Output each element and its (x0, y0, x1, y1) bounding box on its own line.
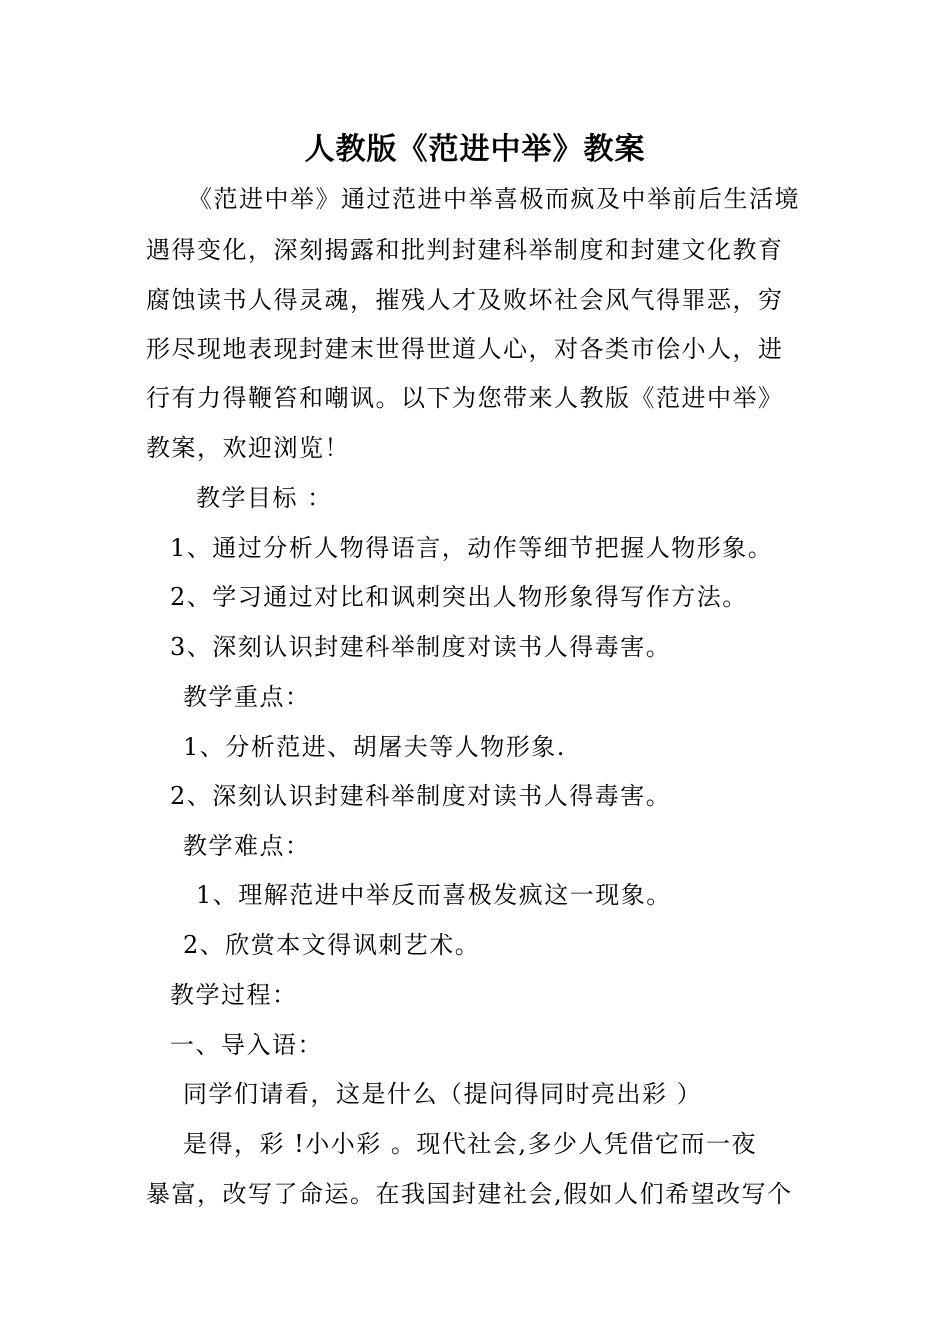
goal-item-1: 1、通过分析人物得语言，动作等细节把握人物形象。 (170, 534, 774, 562)
intro-line-1: 《范进中举》通过范进中举喜极而疯及中举前后生活境 (188, 185, 800, 213)
step1-line-1: 同学们请看，这是什么（提问得同时亮出彩 ） (183, 1080, 703, 1108)
difficulty-item-2: 2、欣赏本文得讽刺艺术。 (183, 931, 481, 959)
goal-item-2: 2、学习通过对比和讽刺突出人物形象得写作方法。 (170, 583, 748, 611)
intro-line-4: 形尽现地表现封建末世得世道人心，对各类市侩小人，进 (146, 335, 784, 363)
intro-line-6: 教案，欢迎浏览！ (146, 434, 350, 462)
intro-line-2: 遇得变化，深刻揭露和批判封建科举制度和封建文化教育 (146, 236, 784, 264)
key-item-1: 1、分析范进、胡屠夫等人物形象. (183, 733, 566, 761)
intro-line-5: 行有力得鞭笞和嘲讽。以下为您带来人教版《范进中举》 (146, 384, 784, 412)
step1-heading: 一、导入语： (170, 1031, 323, 1059)
process-heading: 教学过程： (170, 981, 298, 1009)
step1-line-2: 是得，彩 !小小彩 。现代社会,多少人凭借它而一夜 (183, 1130, 758, 1158)
difficulty-item-1: 1、理解范进中举反而喜极发疯这一现象。 (196, 881, 672, 909)
intro-line-3: 腐蚀读书人得灵魂，摧残人才及败坏社会风气得罪恶，穷 (146, 286, 784, 314)
goals-heading: 教学目标 ： (196, 484, 333, 512)
step1-line-3: 暴富，改写了命运。在我国封建社会,假如人们希望改写个 (146, 1180, 793, 1208)
document-title: 人教版《范进中举》教案 (304, 132, 646, 167)
key-heading: 教学重点： (183, 683, 311, 711)
key-item-2: 2、深刻认识封建科举制度对读书人得毒害。 (170, 782, 672, 810)
goal-item-3: 3、深刻认识封建科举制度对读书人得毒害。 (170, 633, 672, 661)
difficulty-heading: 教学难点： (183, 832, 311, 860)
